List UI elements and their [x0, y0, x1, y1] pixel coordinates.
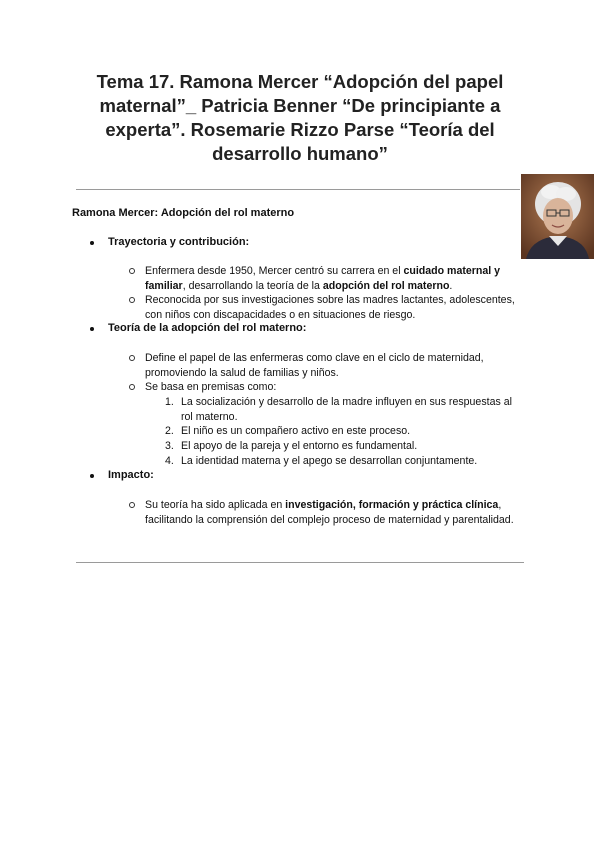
bullet-dot: [90, 327, 94, 331]
numbered-item: 3. El apoyo de la pareja y el entorno es fundamental.: [165, 440, 418, 452]
sub-bullet: Enfermera desde 1950, Mercer centró su carrera en el cuidado maternal y familiar, desarrollando la teoría de la adopción del rol materno.: [129, 264, 519, 293]
sub-bullet: Reconocida por sus investigaciones sobre las madres lactantes, adolescentes, con niños con discapacidades o en situaciones de riesgo.: [129, 293, 519, 322]
top-divider: [76, 189, 520, 190]
numbered-item: 4. La identidad materna y el apego se desarrollan conjuntamente.: [165, 455, 478, 467]
circle-bullet-icon: [129, 502, 135, 508]
bottom-divider: [76, 562, 524, 563]
bullet-dot: [90, 241, 94, 245]
sub-bullet: Se basa en premisas como:: [129, 380, 519, 395]
circle-bullet-icon: [129, 355, 135, 361]
bullet-dot: [90, 474, 94, 478]
circle-bullet-icon: [129, 384, 135, 390]
page-title: Tema 17. Ramona Mercer “Adopción del papel maternal”_ Patricia Benner “De principiante a experta”. Rosemarie Rizzo Parse “Teoría del desarrollo humano”: [96, 71, 504, 164]
circle-bullet-icon: [129, 268, 135, 274]
numbered-item: 1. La socialización y desarrollo de la madre influyen en sus respuestas al rol materno.: [165, 396, 512, 423]
sub-bullet: Define el papel de las enfermeras como clave en el ciclo de maternidad, promoviendo la salud de familias y niños.: [129, 351, 519, 380]
numbered-item: 2. El niño es un compañero activo en este proceso.: [165, 425, 411, 437]
sub-bullet: Su teoría ha sido aplicada en investigación, formación y práctica clínica, facilitando la comprensión del complejo proceso de maternidad y parentalidad.: [129, 498, 519, 527]
circle-bullet-icon: [129, 297, 135, 303]
portrait-photo: [521, 174, 594, 259]
section-heading: Ramona Mercer: Adopción del rol materno: [72, 207, 295, 219]
